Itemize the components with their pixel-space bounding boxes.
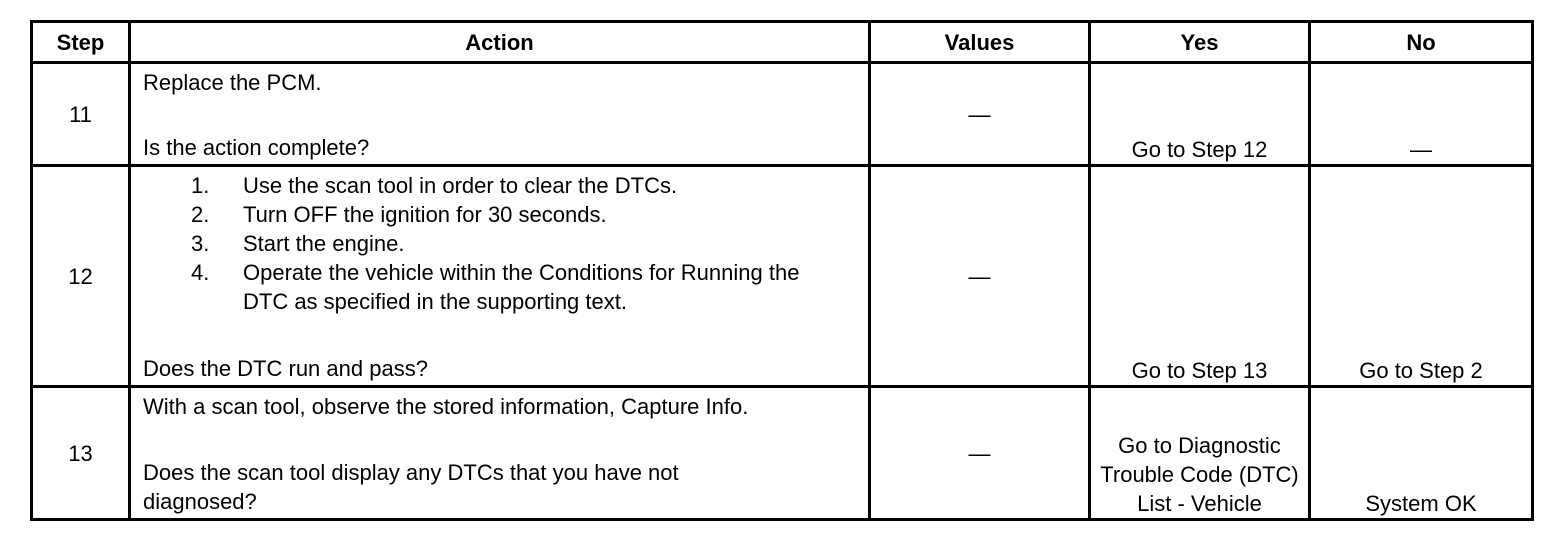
- procedure-step: [137, 171, 862, 200]
- step-index: 2.: [191, 202, 210, 227]
- procedure-step: [137, 229, 862, 258]
- step-number: 12: [32, 166, 130, 387]
- action-text: With a scan tool, observe the stored information, Capture Info.: [143, 394, 749, 419]
- values-cell: —: [870, 387, 1090, 520]
- header-step: Step: [32, 22, 130, 63]
- step-text: Start the engine.: [243, 231, 405, 256]
- step-text: Use the scan tool in order to clear the DTCs.: [243, 173, 678, 198]
- header-action: Action: [130, 22, 870, 63]
- no-cell: System OK: [1310, 387, 1533, 520]
- procedure-step: [137, 258, 862, 316]
- action-question: Is the action complete?: [143, 135, 370, 160]
- action-question: Does the scan tool display any DTCs that you have not diagnosed?: [143, 460, 679, 514]
- header-no: No: [1310, 22, 1533, 63]
- procedure-step: [137, 200, 862, 229]
- no-cell: Go to Step 2: [1310, 166, 1533, 387]
- step-number: 13: [32, 387, 130, 520]
- yes-cell: Go to Step 13: [1090, 166, 1310, 387]
- step-index: 4.: [191, 260, 210, 285]
- header-values: Values: [870, 22, 1090, 63]
- action-cell: [130, 166, 870, 387]
- procedure-steps: [137, 171, 862, 316]
- step-number: 11: [32, 63, 130, 166]
- action-cell: [130, 63, 870, 166]
- step-index: 3.: [191, 231, 210, 256]
- table-row: [32, 166, 1533, 387]
- header-row: [32, 22, 1533, 63]
- yes-cell: Go to Step 12: [1090, 63, 1310, 166]
- yes-cell: Go to Diagnostic Trouble Code (DTC) List - Vehicle: [1090, 387, 1310, 520]
- action-question: Does the DTC run and pass?: [143, 356, 428, 381]
- action-cell: [130, 387, 870, 520]
- diagnostic-table: [30, 20, 1534, 521]
- values-cell: —: [870, 63, 1090, 166]
- step-text: Turn OFF the ignition for 30 seconds.: [243, 202, 607, 227]
- header-yes: Yes: [1090, 22, 1310, 63]
- action-text: Replace the PCM.: [143, 70, 322, 95]
- step-text: Operate the vehicle within the Conditions for Running the DTC as specified in the supporting text.: [243, 260, 800, 314]
- no-cell: —: [1310, 63, 1533, 166]
- table-row: [32, 387, 1533, 520]
- values-cell: —: [870, 166, 1090, 387]
- table-row: [32, 63, 1533, 166]
- step-index: 1.: [191, 173, 210, 198]
